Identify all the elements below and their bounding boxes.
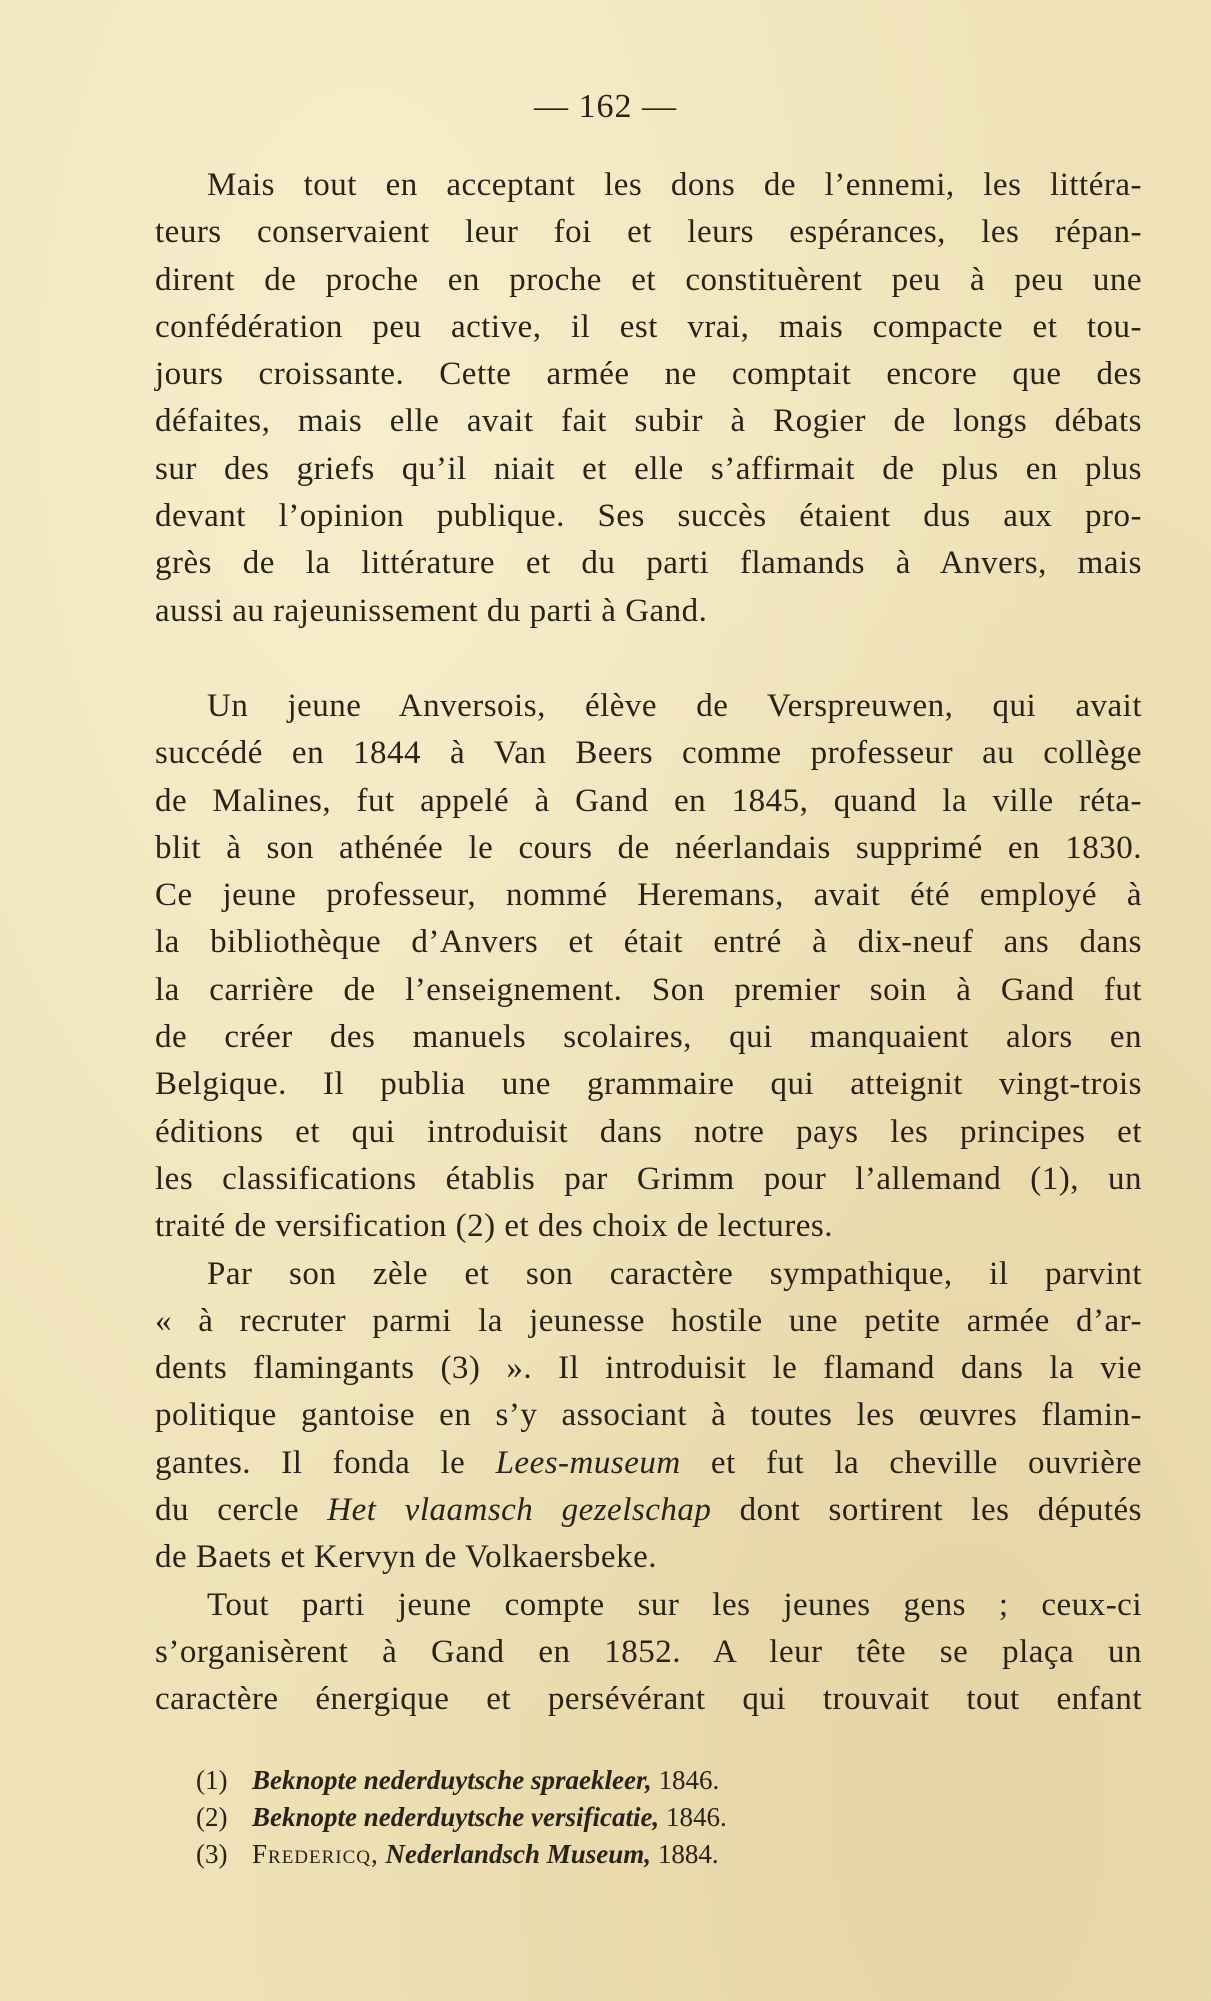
- text-line: devant l’opinion publique. Ses succès étaient dus aux pro-: [155, 498, 1142, 535]
- text-line: la bibliothèque d’Anvers et était entré à dix-neuf ans dans: [155, 924, 1142, 961]
- text-line: Tout parti jeune compte sur les jeunes gens ; ceux-ci: [207, 1586, 1142, 1623]
- paragraph-2: [155, 683, 1142, 1251]
- footnote-number: (2): [196, 1802, 228, 1832]
- text-line: sur des griefs qu’il niait et elle s’affirmait de plus en plus: [155, 450, 1142, 487]
- paragraph-3: [155, 1251, 1142, 1582]
- footnote-number: (3): [196, 1839, 228, 1869]
- text-line: succédé en 1844 à Van Beers comme professeur au collège: [155, 735, 1142, 772]
- text-line: [155, 1487, 1142, 1534]
- text-line: aussi au rajeunissement du parti à Gand.: [155, 592, 708, 629]
- footnote: [196, 1762, 956, 1799]
- text-line: blit à son athénée le cours de néerlandais supprimé en 1830.: [155, 829, 1142, 866]
- text-line: Par son zèle et son caractère sympathique, il parvint: [207, 1255, 1142, 1292]
- text-line: caractère énergique et persévérant qui trouvait tout enfant: [155, 1681, 1142, 1718]
- text-line: teurs conservaient leur foi et leurs espérances, les répan-: [155, 214, 1142, 251]
- page-number: — 162 —: [534, 88, 677, 125]
- text-segment: et fut la cheville ouvrière: [680, 1444, 1142, 1481]
- text-line: grès de la littérature et du parti flamands à Anvers, mais: [155, 545, 1142, 582]
- italic-title: Het vlaamsch gezelschap: [327, 1492, 712, 1529]
- footnote: [196, 1836, 956, 1873]
- italic-title: Lees-museum: [495, 1444, 681, 1481]
- text-line: les classifications établis par Grimm pour l’allemand (1), un: [155, 1160, 1142, 1197]
- text-line: [155, 1440, 1142, 1487]
- text-line: traité de versification (2) et des choix de lectures.: [155, 1208, 833, 1245]
- footnote-year: 1884.: [651, 1839, 719, 1869]
- text-segment: dont sortirent les députés: [711, 1492, 1142, 1529]
- body-text: [155, 162, 1142, 1724]
- text-line: Ce jeune professeur, nommé Heremans, avait été employé à: [155, 877, 1142, 914]
- paragraph-4: [155, 1582, 1142, 1724]
- text-line: Mais tout en acceptant les dons de l’ennemi, les littéra-: [207, 167, 1142, 203]
- text-line: dents flamingants (3) ». Il introduisit le flamand dans la vie: [155, 1350, 1142, 1387]
- text-line: Belgique. Il publia une grammaire qui atteignit vingt-trois: [155, 1066, 1142, 1103]
- text-line: jours croissante. Cette armée ne comptait encore que des: [155, 356, 1142, 393]
- text-line: de Baets et Kervyn de Volkaersbeke.: [155, 1539, 657, 1576]
- text-line: confédération peu active, il est vrai, mais compacte et tou-: [155, 308, 1142, 345]
- footnote-year: 1846.: [651, 1765, 720, 1795]
- footnote-author: Fredericq,: [252, 1839, 379, 1869]
- text-line: de créer des manuels scolaires, qui manquaient alors en: [155, 1019, 1142, 1056]
- footnote-title: Beknopte nederduytsche versificatie,: [252, 1802, 660, 1832]
- text-line: dirent de proche en proche et constituèrent peu à peu une: [155, 261, 1142, 298]
- text-line: Un jeune Anversois, élève de Verspreuwen, qui avait: [207, 687, 1142, 724]
- footnote-number: (1): [196, 1765, 228, 1795]
- footnote-year: 1846.: [659, 1802, 727, 1832]
- text-segment: du cercle: [155, 1492, 328, 1529]
- footnote-title: Beknopte nederduytsche spraekleer,: [252, 1765, 652, 1795]
- text-line: défaites, mais elle avait fait subir à Rogier de longs débats: [155, 403, 1142, 440]
- paragraph-gap: [155, 635, 1142, 683]
- footnote: [196, 1799, 956, 1836]
- text-line: la carrière de l’enseignement. Son premier soin à Gand fut: [155, 971, 1142, 1008]
- text-line: de Malines, fut appelé à Gand en 1845, quand la ville réta-: [155, 782, 1142, 819]
- text-line: politique gantoise en s’y associant à toutes les œuvres flamin-: [155, 1397, 1142, 1434]
- footnote-title: Nederlandsch Museum,: [378, 1839, 652, 1869]
- footnotes: [196, 1762, 956, 1873]
- paragraph-1: [155, 162, 1142, 635]
- text-line: éditions et qui introduisit dans notre pays les principes et: [155, 1113, 1142, 1150]
- text-segment: gantes. Il fonda le: [155, 1444, 496, 1481]
- text-line: s’organisèrent à Gand en 1852. A leur tête se plaça un: [155, 1633, 1142, 1670]
- text-line: « à recruter parmi la jeunesse hostile une petite armée d’ar-: [155, 1302, 1142, 1339]
